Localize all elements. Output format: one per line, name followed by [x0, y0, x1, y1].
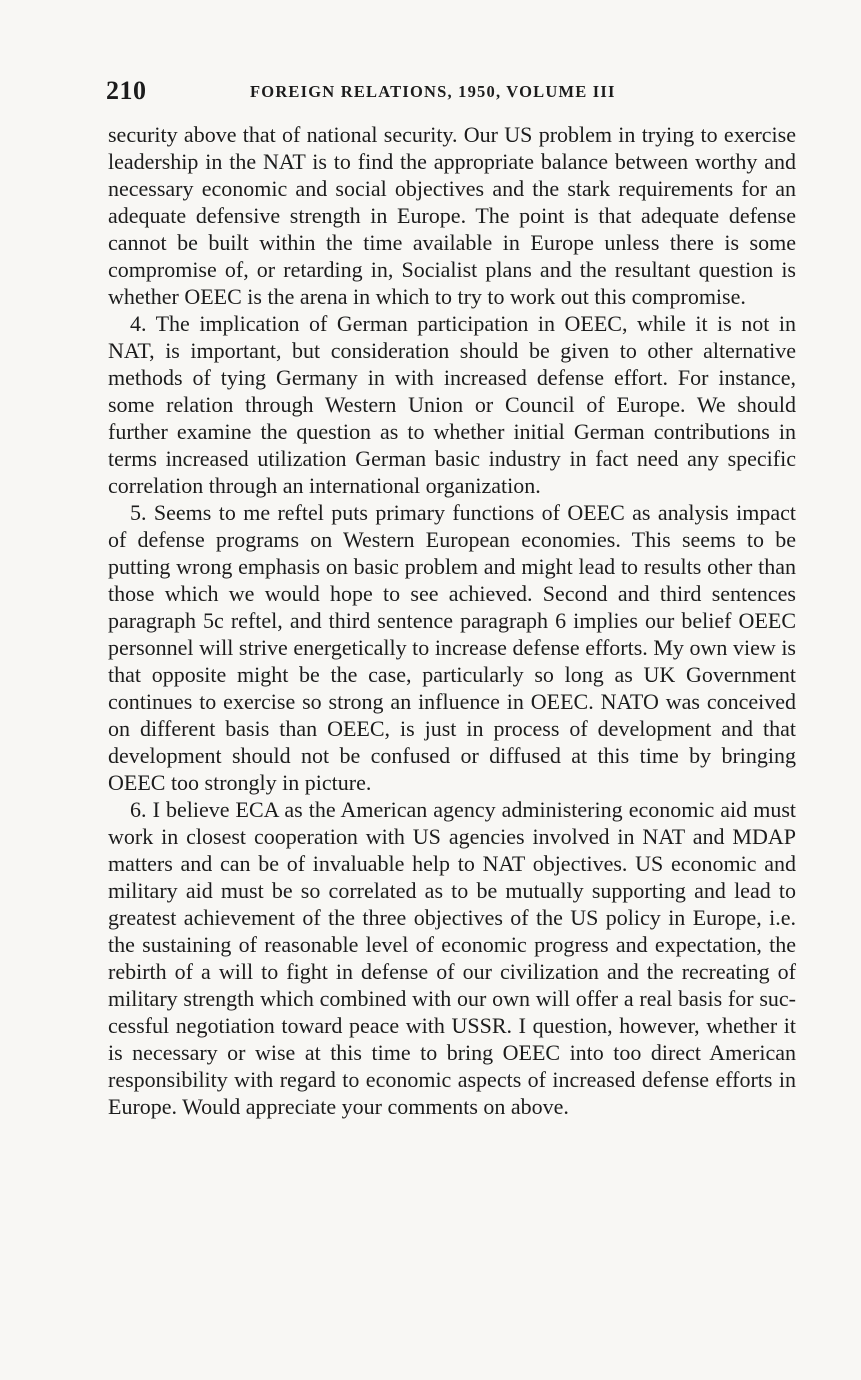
- body-text: [108, 121, 796, 1120]
- paragraph-4: 4. The implication of German participation in OEEC, while it is not in NAT, is important, but consideration should be given to other alternative methods of tying Germany in with increased defense effort. For instance, some relation through Western Union or Council of Europe. We should further examine the question as to whether initial German contributions in terms increased utilization German basic industry in fact need any specific correlation through an international organization.: [108, 311, 796, 498]
- paragraph-5: 5. Seems to me reftel puts primary functions of OEEC as analysis impact of defense programs on Western European economies. This seems to be putting wrong emphasis on basic problem and might lead to results other than those which we would hope to see achieved. Second and third sentences paragraph 5c reftel, and third sentence paragraph 6 implies our belief OEEC personnel will strive energetically to increase defense efforts. My own view is that opposite might be the case, particularly so long as UK Government continues to exercise so strong an influence in OEEC. NATO was conceived on different basis than OEEC, is just in process of development and that development should not be confused or diffused at this time by bringing OEEC too strongly in picture.: [108, 500, 796, 795]
- paragraph-continuation: security above that of national security. Our US problem in trying to exercise leadership in the NAT is to find the appropriate balance between worthy and necessary economic and social objectives and the stark requirements for an adequate defensive strength in Europe. The point is that adequate defense cannot be built within the time available in Europe unless there is some compromise of, or retarding in, Socialist plans and the resultant question is whether OEEC is the arena in which to try to work out this compromise.: [108, 122, 796, 309]
- page-number: 210: [106, 76, 147, 105]
- running-head-title: FOREIGN RELATIONS, 1950, VOLUME III: [250, 82, 616, 101]
- running-head: [106, 74, 796, 108]
- paragraph-6: 6. I believe ECA as the American agency administering economic aid must work in closest cooperation with US agencies involved in NAT and MDAP matters and can be of invaluable help to NAT objectives. US economic and military aid must be so correlated as to be mutually supporting and lead to greatest achievement of the three objectives of the US policy in Europe, i.e. the sustaining of reasonable level of economic progress and expectation, the rebirth of a will to fight in defense of our civilization and the recreating of military strength which combined with our own will offer a real basis for successful negotiation toward peace with USSR. I question, however, whether it is necessary or wise at this time to bring OEEC into too direct American responsibility with regard to economic aspects of increased defense efforts in Europe. Would appreciate your comments on above.: [108, 797, 796, 1119]
